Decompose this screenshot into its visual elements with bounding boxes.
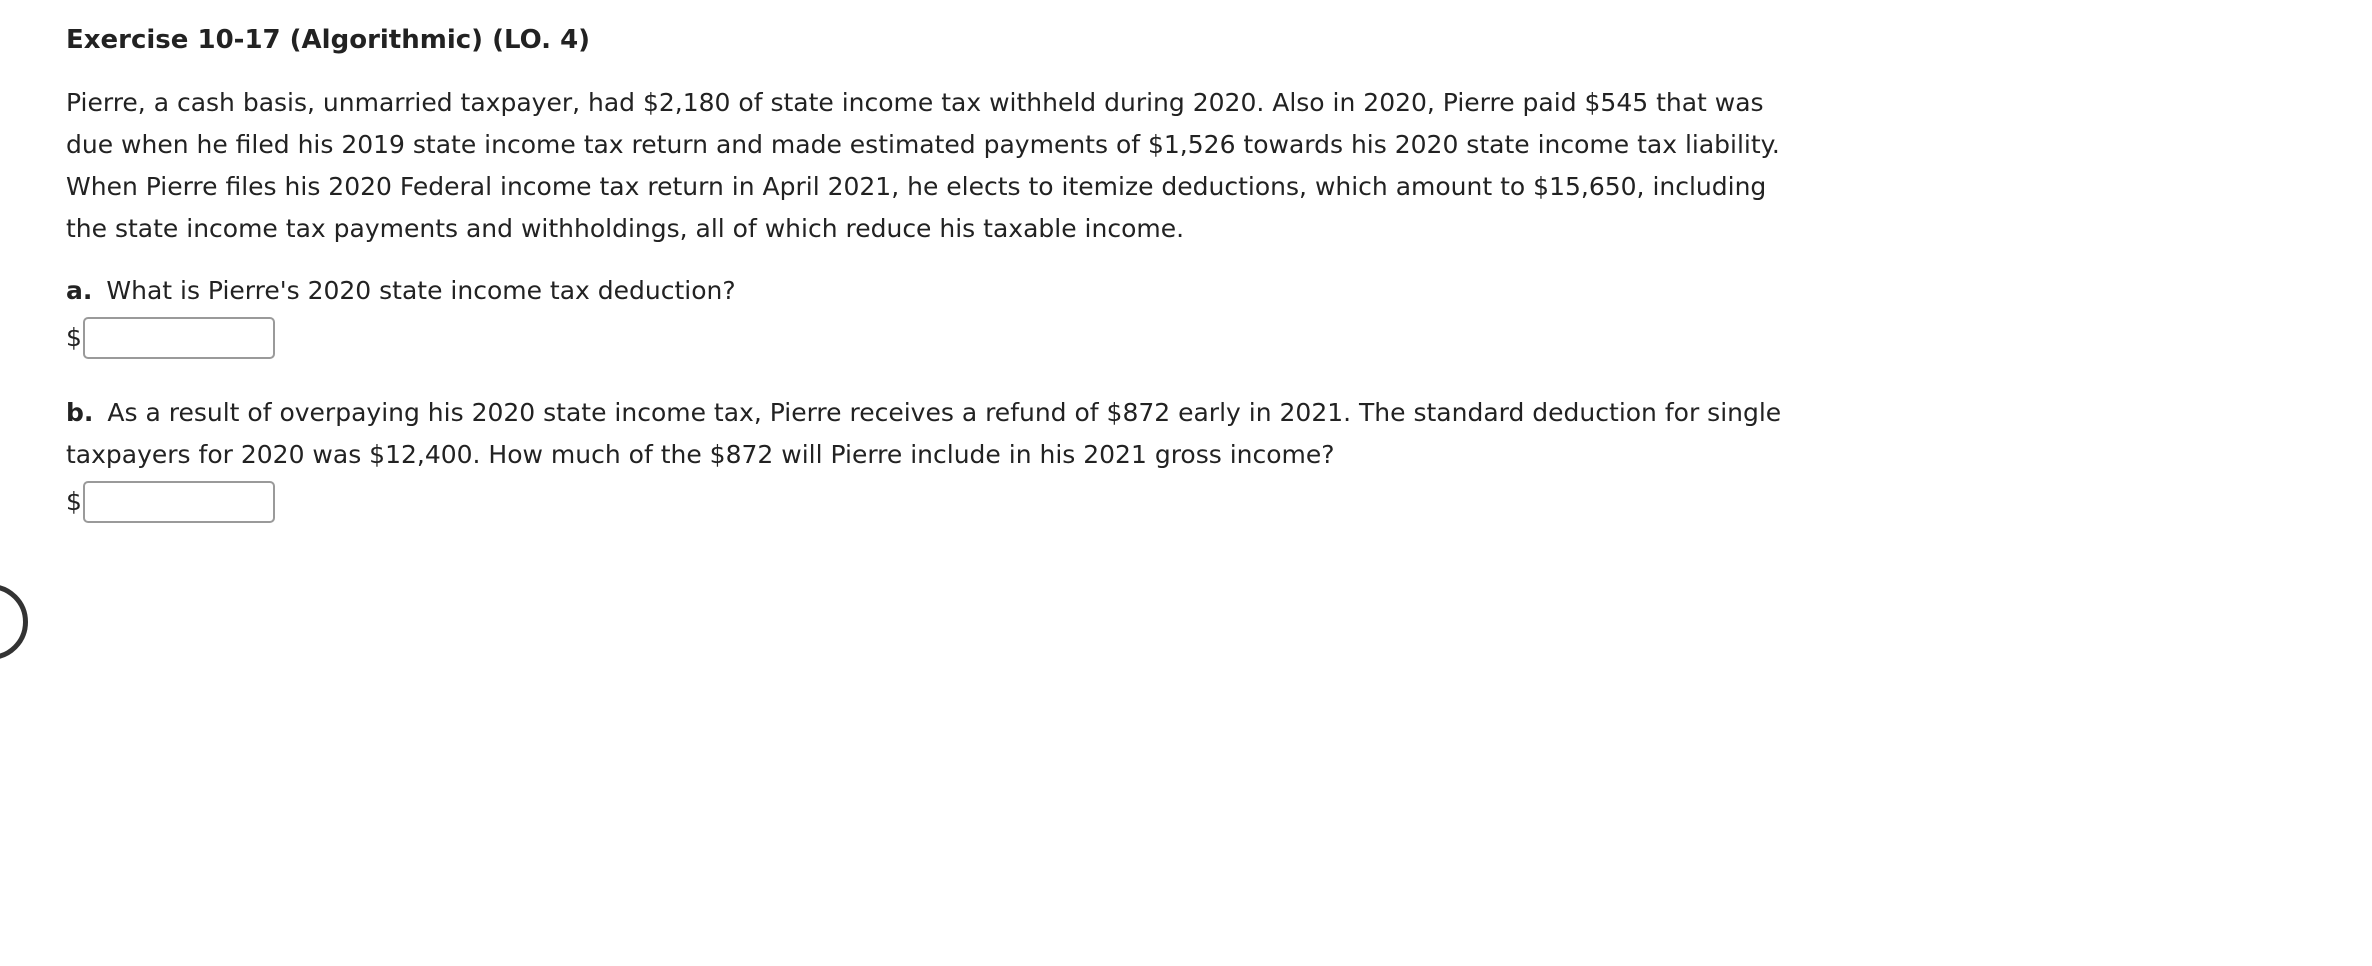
answer-row-a bbox=[66, 314, 1786, 362]
problem-statement: Pierre, a cash basis, unmarried taxpayer, had $2,180 of state income tax withheld during 2020. Also in 2020, Pierre paid $545 that was due when he filed his 2019 state income tax return and made estimated payments of $1,526 towards his 2020 state income tax liability. When Pierre files his 2020 Federal income tax return in April 2021, he elects to itemize deductions, which amount to $15,650, including the state income tax payments and withholdings, all of which reduce his taxable income. bbox=[66, 88, 1780, 243]
question-a bbox=[66, 270, 1786, 312]
question-b-letter: b. bbox=[66, 398, 94, 427]
answer-row-b bbox=[66, 478, 1786, 526]
currency-symbol-a: $ bbox=[66, 323, 82, 352]
answer-input-b[interactable] bbox=[83, 481, 275, 523]
currency-symbol-b: $ bbox=[66, 487, 82, 516]
question-a-text: What is Pierre's 2020 state income tax deduction? bbox=[106, 276, 736, 305]
exercise-container bbox=[66, 20, 1786, 526]
question-a-letter: a. bbox=[66, 276, 93, 305]
question-b bbox=[66, 392, 1786, 476]
question-b-text: As a result of overpaying his 2020 state income tax, Pierre receives a refund of $872 early in 2021. The standard deduction for single taxpayers for 2020 was $12,400. How much of the $872 will Pierre include in his 2021 gross income? bbox=[66, 398, 1782, 469]
partial-circle-icon bbox=[0, 584, 28, 660]
answer-input-a[interactable] bbox=[83, 317, 275, 359]
exercise-title: Exercise 10-17 (Algorithmic) (LO. 4) bbox=[66, 25, 591, 55]
